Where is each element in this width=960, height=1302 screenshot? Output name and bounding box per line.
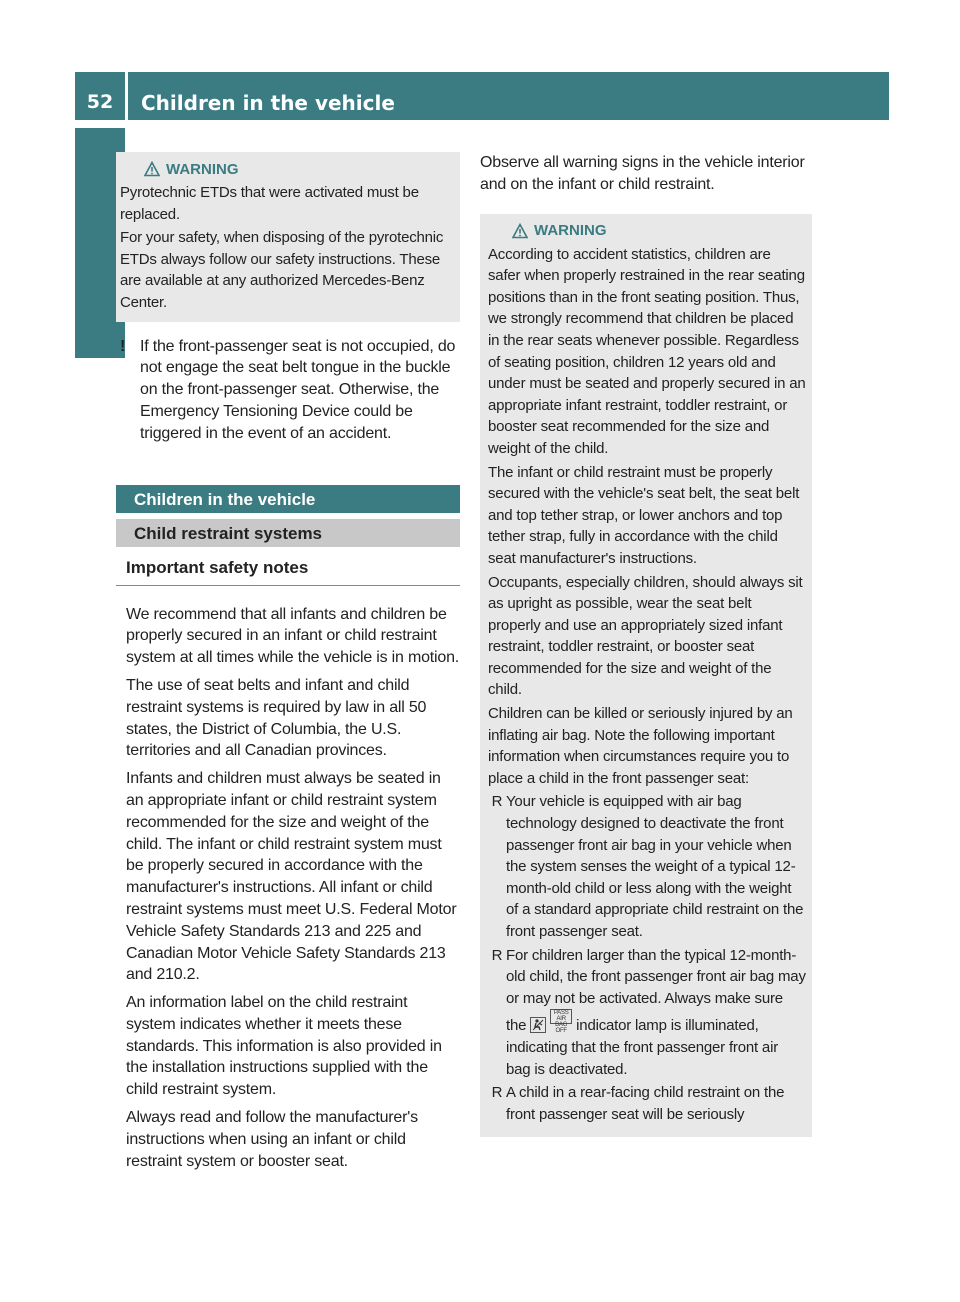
left-column [116, 152, 460, 1172]
warning-label: WARNING [166, 160, 239, 178]
bullet-mark: R [491, 1084, 503, 1102]
bullet-text [506, 945, 806, 1081]
warning-heading [120, 158, 454, 180]
warning-box-etd [116, 152, 460, 322]
bullet-item [488, 791, 806, 942]
page-number: 52 [86, 91, 114, 113]
section-heading: Children in the vehicle [116, 485, 460, 513]
warning-triangle-icon [512, 223, 528, 239]
page-title: Children in the vehicle [141, 91, 395, 115]
warning-paragraph: Occupants, especially children, should always sit as upright as possible, wear the seat belt properly and use an appropriately sized infant restraint, toddler restraint, or booster seat recommended for the size and weight of the child. [488, 573, 803, 699]
warning-paragraph: According to accident statistics, children are safer when properly restrained in the rear seating positions than in the front seating position. Thus, we strongly recommend that children be placed in the rear seats whenever possible. Regardless of seating position, children 12 years old and under must be seated and properly secured in an appropriate infant restraint, toddler restraint, or booster seat recommended for the size and weight of the child. [488, 245, 806, 457]
body-paragraph: We recommend that all infants and children be properly secured in an infant or child restraint system at all times while the vehicle is in motion. [126, 605, 460, 667]
right-column [480, 152, 812, 1137]
bullet-text-start: For children larger than the typical 12-month-old child, the front passenger front air bag may or may not be activated. Always make sure the [506, 946, 806, 1035]
bullet-item [488, 1082, 806, 1125]
intro-paragraph: Observe all warning signs in the vehicle interior and on the infant or child restraint. [480, 154, 805, 193]
bullet-mark: R [491, 946, 503, 964]
bullet-item [488, 945, 806, 1081]
warning-box-children [480, 214, 812, 1138]
body-paragraph: Infants and children must always be seated in an appropriate infant or child restraint system recommended for the size and weight of the child. The infant or child restraint system must be properly secured in accordance with the manufacturer's instructions. All infant or child restraint systems must meet U.S. Federal Motor Vehicle Safety Standards 213 and 225 and Canadian Motor Vehicle Safety Standards 213 and 210.2. [126, 770, 457, 984]
caution-text: If the front-passenger seat is not occupied, do not engage the seat belt tongue in the buckle on the front-passenger seat. Otherwise, the Emergency Tensioning Device could be triggered in the event of an accident. [140, 337, 456, 442]
warning-paragraph: The infant or child restraint must be properly secured with the vehicle's seat belt, the seat belt and top tether strap, or lower anchors and top tether strap, fully in accordance with the child seat manufacturer's instructions. [488, 463, 800, 567]
bullet-text: Your vehicle is equipped with air bag technology designed to deactivate the front passenger front air bag in your vehicle when the system senses the weight of a typical 12-month-old child or less along with the weight of a standard appropriate child restraint on the front passenger seat. [506, 793, 804, 940]
caution-mark: ! [120, 337, 126, 355]
header-separator [125, 72, 128, 120]
pass-airbag-off-indicator-icon: PASS AIR BAG OFF [550, 1009, 572, 1024]
subsection-heading: Child restraint systems [116, 519, 460, 547]
warning-triangle-icon [144, 161, 160, 177]
seated-person-airbag-icon [530, 1017, 546, 1033]
caution-note [116, 336, 460, 445]
topic-heading: Important safety notes [116, 557, 460, 586]
bullet-text: A child in a rear-facing child restraint on the front passenger seat will be seriously [506, 1084, 785, 1123]
body-paragraph: The use of seat belts and infant and child restraint systems is required by law in all 50 states, the District of Columbia, the U.S. territories and all Canadian provinces. [126, 676, 427, 760]
warning-label: WARNING [534, 222, 607, 240]
chapter-label: Safety [88, 277, 112, 350]
body-paragraph: Always read and follow the manufacturer's instructions when using an infant or child restraint system or booster seat. [126, 1109, 418, 1170]
warning-paragraph: Children can be killed or seriously injured by an inflating air bag. Note the following important information when circumstances require you to place a child in the front passenger seat: [488, 705, 793, 787]
warning-paragraph: For your safety, when disposing of the pyrotechnic ETDs always follow our safety instructions. These are available at any authorized Mercedes-Benz Center. [120, 229, 444, 311]
warning-paragraph: Pyrotechnic ETDs that were activated must be replaced. [120, 184, 419, 223]
bullet-text-end: indicator lamp is illuminated, indicating that the front passenger front air bag is deactivated. [506, 1017, 779, 1078]
warning-heading [488, 220, 806, 242]
body-paragraph: An information label on the child restraint system indicates whether it meets these standards. This information is also provided in the installation instructions supplied with the child restraint system. [126, 994, 442, 1099]
bullet-mark: R [491, 793, 503, 811]
